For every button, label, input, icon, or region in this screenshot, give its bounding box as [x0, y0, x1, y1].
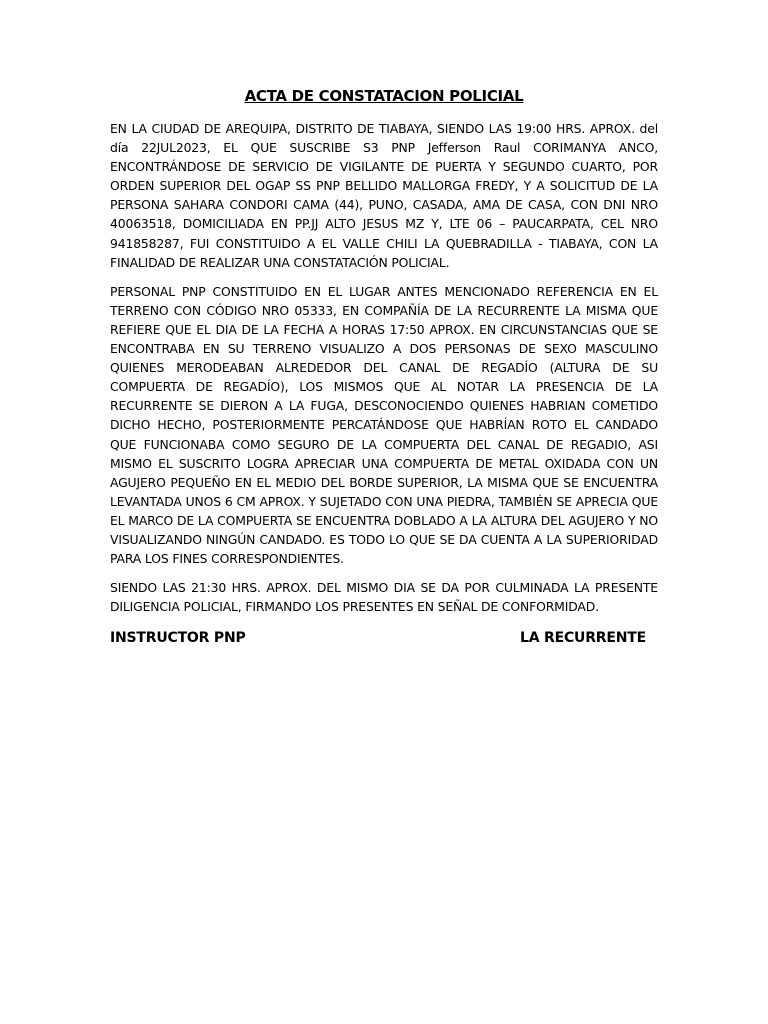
signature-recurrente: LA RECURRENTE: [520, 630, 646, 646]
document-title: ACTA DE CONSTATACION POLICIAL: [244, 87, 524, 105]
paragraph-findings: PERSONAL PNP CONSTITUIDO EN EL LUGAR ANTES MENCIONADO REFERENCIA EN EL TERRENO CON CÓDIGO NRO 05333, EN COMPAÑÍA DE LA RECURRENTE LA MISMA QUE REFIERE QUE EL DIA DE LA FECHA A HORAS 17:50 APROX. EN CIRCUNSTANCIAS QUE SE ENCONTRABA EN SU TERRENO VISUALIZO A DOS PERSONAS DE SEXO MASCULINO QUIENES MERODEABAN ALREDEDOR DEL CANAL DE REGADÍO (ALTURA DE SU COMPUERTA DE REGADÍO), LOS MISMOS QUE AL NOTAR LA PRESENCIA DE LA RECURRENTE SE DIERON A LA FUGA, DESCONOCIENDO QUIENES HABRIAN COMETIDO DICHO HECHO, POSTERIORMENTE PERCATÁNDOSE QUE HABRÍAN ROTO EL CANDADO QUE FUNCIONABA COMO SEGURO DE LA COMPUERTA DEL CANAL DE REGADIO, ASI MISMO EL SUSCRITO LOGRA APRECIAR UNA COMPUERTA DE METAL OXIDADA CON UN AGUJERO PEQUEÑO EN EL MEDIO DEL BORDE SUPERIOR, LA MISMA QUE SE ENCUENTRA LEVANTADA UNOS 6 CM APROX. Y SUJETADO CON UNA PIEDRA, TAMBIÉN SE APRECIA QUE EL MARCO DE LA COMPUERTA SE ENCUENTRA DOBLADO A LA ALTURA DEL AGUJERO Y NO VISUALIZANDO NINGÚN CANDADO. ES TODO LO QUE SE DA CUENTA A LA SUPERIORIDAD PARA LOS FINES CORRESPONDIENTES.: [110, 283, 658, 567]
paragraph-introduction: EN LA CIUDAD DE AREQUIPA, DISTRITO DE TIABAYA, SIENDO LAS 19:00 HRS. APROX. del día 22JUL2023, EL QUE SUSCRIBE S3 PNP Jefferson Raul CORIMANYA ANCO, ENCONTRÁNDOSE DE SERVICIO DE VIGILANTE DE PUERTA Y SEGUNDO CUARTO, POR ORDEN SUPERIOR DEL OGAP SS PNP BELLIDO MALLORGA FREDY, Y A SOLICITUD DE LA PERSONA SAHARA CONDORI CAMA (44), PUNO, CASADA, AMA DE CASA, CON DNI NRO 40063518, DOMICILIADA EN PP.JJ ALTO JESUS MZ Y, LTE 06 – PAUCARPATA, CEL NRO 941858287, FUI CONSTITUIDO A EL VALLE CHILI LA QUEBRADILLA - TIABAYA, CON LA FINALIDAD DE REALIZAR UNA CONSTATACIÓN POLICIAL.: [110, 121, 658, 270]
paragraph-closing: SIENDO LAS 21:30 HRS. APROX. DEL MISMO DIA SE DA POR CULMINADA LA PRESENTE DILIGENCIA POLICIAL, FIRMANDO LOS PRESENTES EN SEÑAL DE CONFORMIDAD.: [110, 580, 658, 615]
signature-instructor: INSTRUCTOR PNP: [110, 630, 246, 646]
document-body: [110, 119, 658, 626]
